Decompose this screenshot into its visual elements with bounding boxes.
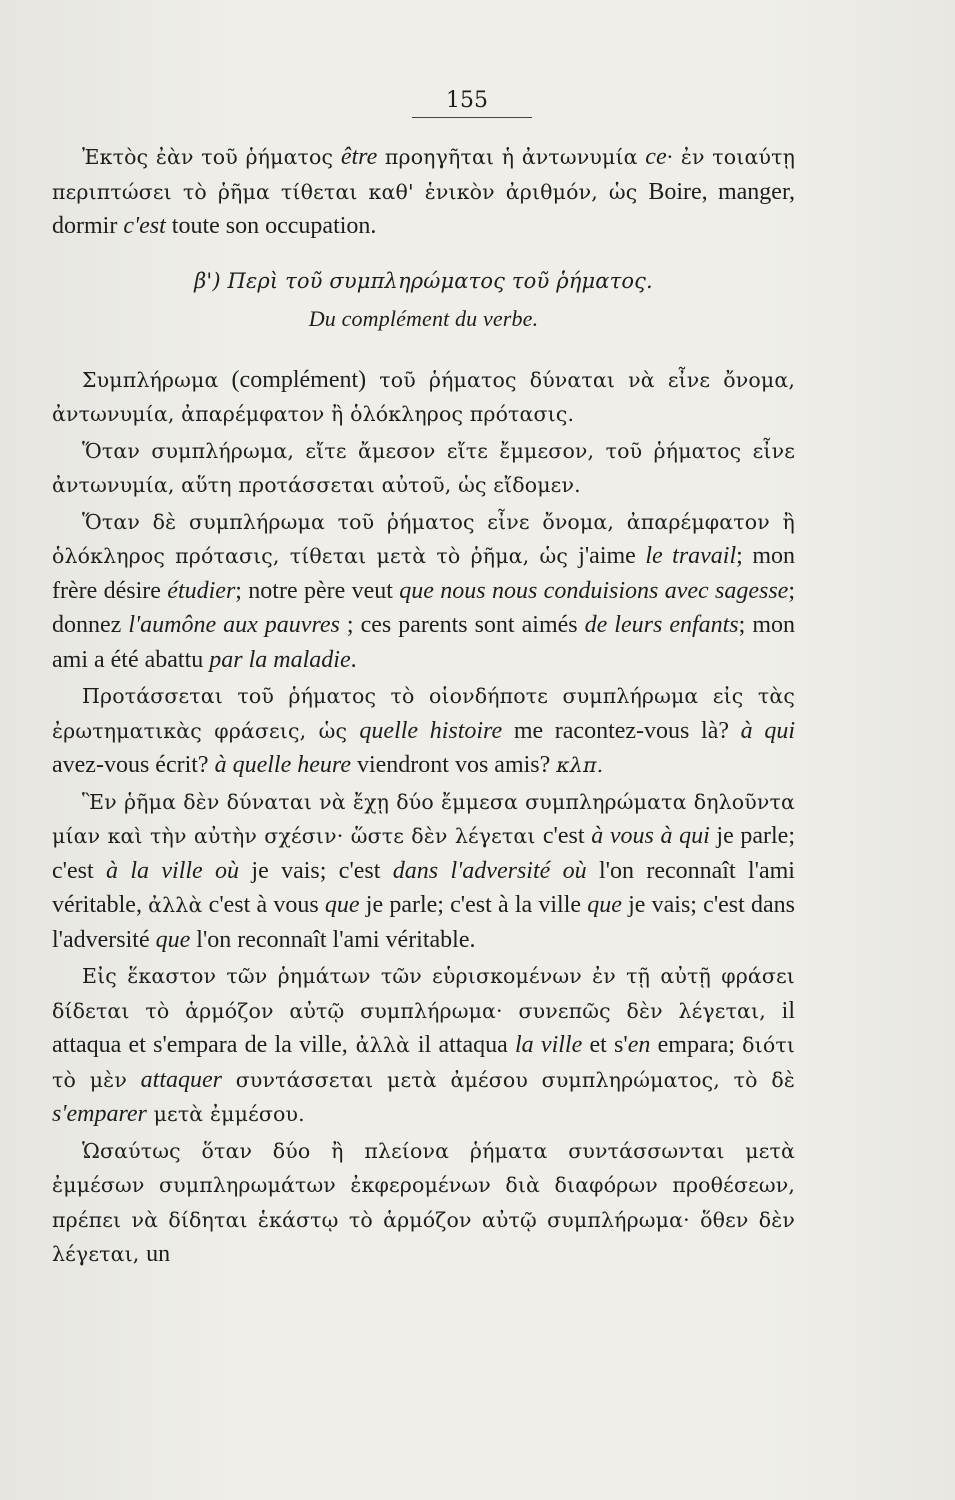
p1-text: Boire, manger, dormir [52,178,795,239]
p5-text: viendront vos amis? [350,752,557,778]
p4-text: que nous nous conduisions avec sagesse [399,577,789,604]
section-heading-greek: β') Περὶ τοῦ συμπληρώματος τοῦ ῥήματος. [194,268,653,293]
p8-text: un [146,1241,171,1267]
p1-text: προηγῆται ἡ ἀντωνυμία [377,145,646,169]
p4-text: le travail [645,543,737,569]
p4-text: ; ces parents sont aimés [339,612,585,638]
p7-text: empara; [650,1032,743,1058]
p7-text: μετὰ ἐμμέσου. [146,1102,305,1126]
p2-text: τοῦ ῥήματος δύναται νὰ εἶνε ὄνομα, ἀντωνυμία, ἀπαρέμφατον ἢ ὁλόκληρος πρότασις. [52,367,795,426]
p6-text: dans l'adversité où [392,857,587,884]
p1-text: toute son occupation. [165,213,377,239]
p6-text: je vais; c'est [239,857,393,884]
paragraph-8 [52,1134,795,1272]
p1-text: c'est [123,213,166,239]
section-heading-french: Du complément du verbe. [308,306,539,331]
p4-text: étudier [167,577,236,604]
p6-text: que [587,892,622,918]
p4-text: ; mon ami a été abattu [52,612,796,673]
p4-text: ; notre père veut [235,577,400,604]
p4-text: l'aumône aux pauvres [128,612,340,638]
p5-text: me racontez-vous là? [502,717,741,744]
p6-text: à la ville où [106,857,240,884]
p4-text: Ὅταν δὲ συμπλήρωμα τοῦ ῥήματος εἶνε ὄνομα, ἀπαρέμφατον ἢ ὁλόκληρος πρότασις, τίθεται μετὰ τὸ ῥῆμα, ὡς [52,509,795,568]
p5-text: avez-vous écrit? [52,752,215,778]
p6-text: je parle; c'est [52,823,795,884]
p6-text: je vais; c'est dans l'adversité [52,892,796,953]
p6-text: Ἓν ῥῆμα δὲν δύναται νὰ ἔχῃ δύο ἔμμεσα συμπληρώματα δηλοῦντα μίαν καὶ τὴν αὐτὴν σχέσιν· ὥστε δὲν λέγεται [52,789,795,848]
p4-text: par la maladie [209,646,351,673]
p6-text: à vous à qui [591,823,710,849]
p1-text: Ἐκτὸς ἐὰν τοῦ ῥήματος [82,145,341,169]
p7-text: il attaqua et s'empara de la ville, [52,997,795,1058]
p6-text: l'on reconnaît l'ami véritable. [190,926,476,953]
p1-text: ce [645,144,667,170]
body-text [52,140,795,1272]
p4-text: ; mon frère désire [52,543,795,604]
paragraph-4 [52,505,795,678]
p7-text: s'emparer [52,1101,147,1127]
p1-text: · ἐν τοιαύτῃ περιπτώσει τὸ ῥῆμα τίθεται καθ' ἑνικὸν ἀριθμόν, ὡς [52,145,795,204]
p2-text: Συμπλήρωμα [82,367,232,392]
p3-text: Ὅταν συμπλήρωμα, εἴτε ἄμεσον εἴτε ἔμμεσον, τοῦ ῥήματος εἶνε ἀντωνυμία, αὕτη προτάσσεται αὐτοῦ, ὡς εἴδομεν. [52,438,795,497]
p7-text: en [627,1032,651,1058]
p4-text: j'aime [578,543,646,569]
p7-text: et s' [582,1032,628,1058]
p8-text: Ὡσαύτως ὅταν δύο ἢ πλείονα ῥήματα συντάσσωνται μετὰ ἐμμέσων συμπληρωμάτων ἐκφερομένων διὰ διαφόρων προθέσεων, πρέπει νὰ δίδηται ἑκάστῳ τὸ ἁρμόζον αὐτῷ συμπλήρωμα· ὅθεν δὲν λέγεται, [52,1138,795,1266]
p6-text: c'est à vous [202,892,325,918]
p5-text: Προτάσσεται τοῦ ῥήματος τὸ οἱονδήποτε συμπλήρωμα εἰς τὰς ἐρωτηματικὰς φράσεις, ὡς [52,684,795,743]
p7-text: Εἰς ἕκαστον τῶν ῥημάτων τῶν εὑρισκομένων ἐν τῇ αὐτῇ φράσει δίδεται τὸ ἁρμόζον αὐτῷ συμπλήρωμα· συνεπῶς δὲν λέγεται, [52,964,795,1023]
paragraph-5 [52,679,795,783]
p5-text: quelle histoire [359,717,503,744]
p5-text: à quelle heure [214,752,351,778]
header-rule [412,117,532,118]
p6-text: que [155,926,191,953]
p7-text: la ville [515,1032,583,1058]
p5-text: κλπ. [556,753,604,777]
p6-text: je parle; c'est à la ville [359,892,588,918]
p4-text: de leurs enfants [584,612,739,638]
page-number: 155 [446,88,488,113]
paragraph-7 [52,959,795,1132]
p6-text: c'est [542,823,592,849]
p2-text: (complément) [231,366,367,393]
p7-text: διότι τὸ μὲν [52,1033,796,1092]
p6-text: que [324,892,360,918]
p7-text: ἀλλὰ [347,1033,418,1057]
p4-text: . [350,646,357,673]
p6-text: ἀλλὰ [148,893,203,917]
p5-text: à qui [740,717,795,744]
paragraph-6 [52,785,795,958]
paragraph-3 [52,434,795,503]
paragraph-2 [52,363,795,432]
p6-text: l'on reconnaît l'ami véritable, [52,857,795,918]
paragraph-1 [52,140,795,244]
p1-text: être [340,144,378,170]
p4-text: ; donnez [52,577,796,638]
p7-text: συντάσσεται μετὰ ἀμέσου συμπληρώματος, τὸ δὲ [222,1067,795,1092]
p7-text: il attaqua [417,1032,515,1058]
p7-text: attaquer [140,1066,222,1093]
